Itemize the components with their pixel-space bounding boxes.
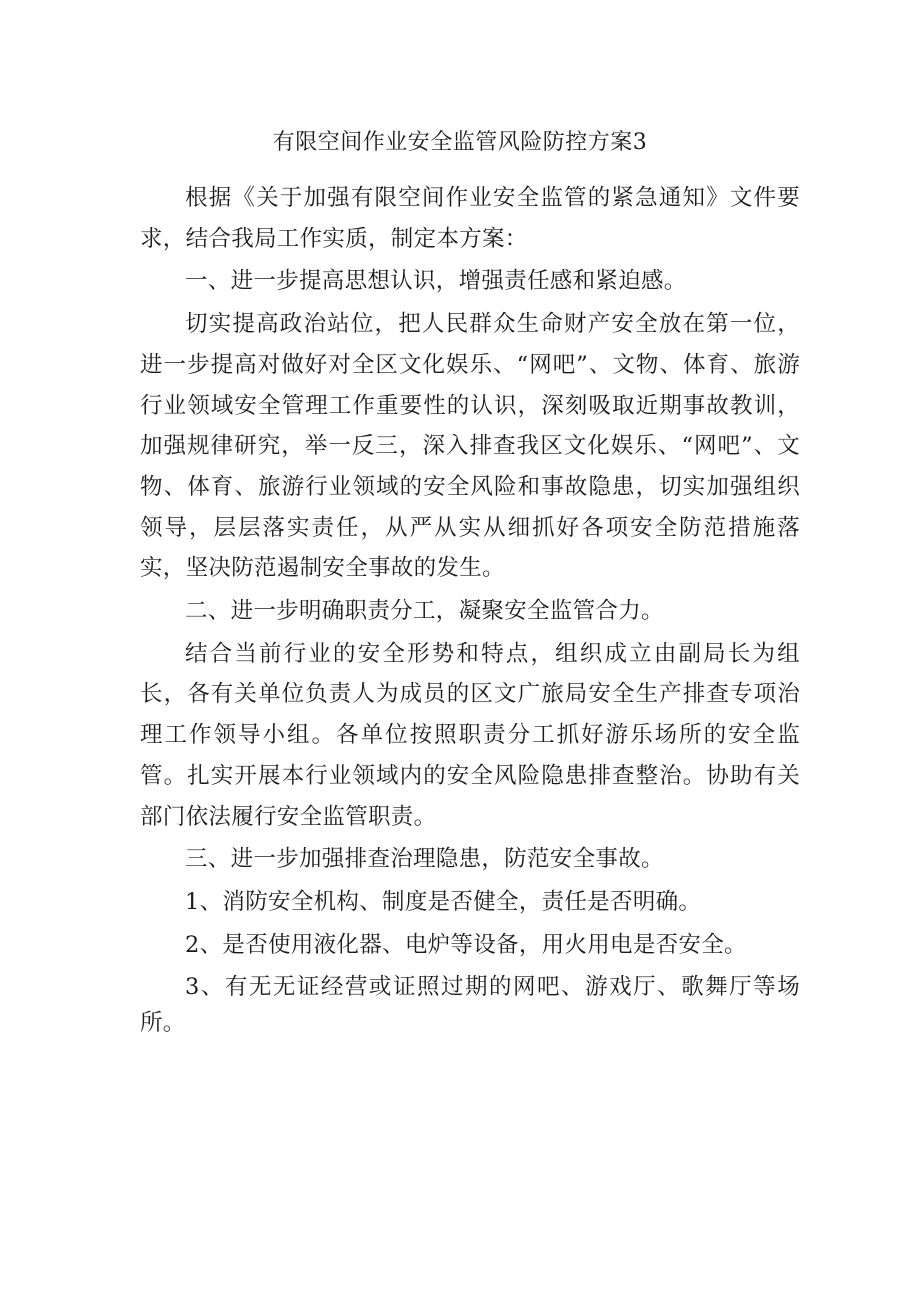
intro-paragraph: 根据《关于加强有限空间作业安全监管的紧急通知》文件要求，结合我局工作实质，制定本方案： — [140, 185, 800, 252]
section-heading-3: 三、进一步加强排查治理隐患，防范安全事故。 — [185, 846, 664, 873]
list-item-1: 1、消防安全机构、制度是否健全，责任是否明确。 — [185, 888, 702, 915]
document-title: 有限空间作业安全监管风险防控方案3 — [272, 130, 648, 155]
list-item-2: 2、是否使用液化器、电炉等设备，用火用电是否安全。 — [185, 931, 747, 958]
document-body — [140, 178, 800, 1041]
section-paragraph-2: 结合当前行业的安全形势和特点，组织成立由副局长为组长，各有关单位负责人为成员的区文广旅局安全生产排查专项治理工作领导小组。各单位按照职责分工抓好游乐场所的安全监管。扎实开展本行业领域内的安全风险隐患排查整治。协助有关部门依法履行安全监管职责。 — [140, 640, 800, 830]
list-item-3: 3、有无无证经营或证照过期的网吧、游戏厅、歌舞厅等场所。 — [140, 974, 800, 1037]
section-heading-1: 一、进一步提高思想认识，增强责任感和紧迫感。 — [185, 268, 687, 295]
section-paragraph-1: 切实提高政治站位，把人民群众生命财产安全放在第一位，进一步提高对做好对全区文化娱乐、“网吧”、文物、体育、旅游行业领域安全管理工作重要性的认识，深刻吸取近期事故教训，加强规律研究，举一反三，深入排查我区文化娱乐、“网吧”、文物、体育、旅游行业领域的安全风险和事故隐患，切实加强组织领导，层层落实责任，从严从实从细抓好各项安全防范措施落实，坚决防范遏制安全事故的发生。 — [140, 311, 800, 582]
section-heading-2: 二、进一步明确职责分工，凝聚安全监管合力。 — [185, 598, 664, 625]
